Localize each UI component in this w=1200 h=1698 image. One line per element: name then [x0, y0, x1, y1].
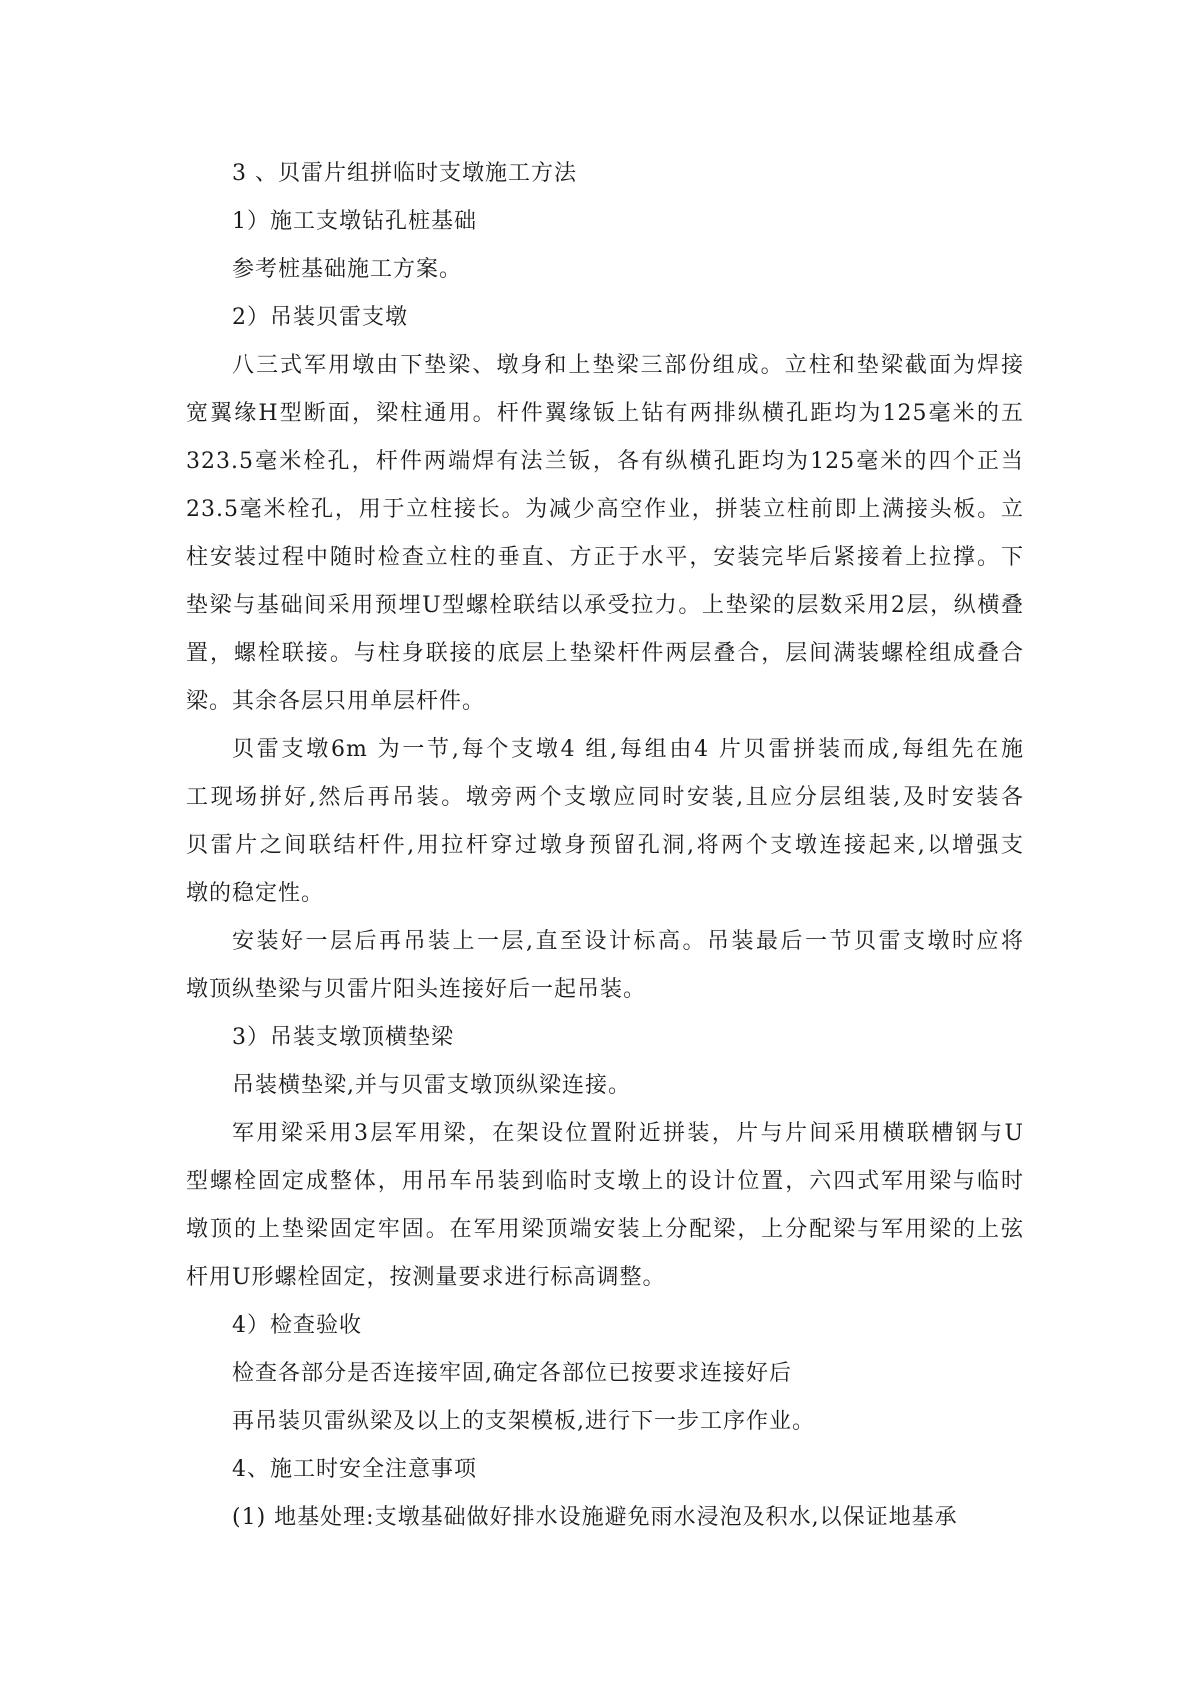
- text-line: 宽翼缘H型断面，梁柱通用。杆件翼缘钣上钻有两排纵横孔距均为125毫米的五: [186, 401, 1024, 426]
- text-line: 参考桩基础施工方案。: [232, 257, 463, 282]
- text-line: 4）检查验收: [232, 1313, 362, 1338]
- text-line: 型螺栓固定成整体，用吊车吊装到临时支墩上的设计位置，六四式军用梁与临时: [186, 1169, 1024, 1194]
- text-line: 梁。其余各层只用单层杆件。: [186, 689, 486, 714]
- text-line: 柱安装过程中随时检查立柱的垂直、方正于水平，安装完毕后紧接着上拉撑。下: [186, 545, 1024, 570]
- text-line: 贝雷片之间联结杆件,用拉杆穿过墩身预留孔洞,将两个支墩连接起来,以增强支: [186, 833, 1024, 858]
- text-line: 安装好一层后再吊装上一层,直至设计标高。吊装最后一节贝雷支墩时应将: [232, 929, 1024, 954]
- text-line: 杆用U形螺栓固定，按测量要求进行标高调整。: [186, 1265, 666, 1290]
- text-line: 检查各部分是否连接牢固,确定各部位已按要求连接好后: [232, 1361, 792, 1386]
- text-line: 垫梁与基础间采用预埋U型螺栓联结以承受拉力。上垫梁的层数采用2层，纵横叠: [186, 593, 1024, 618]
- text-line: 贝雷支墩6m 为一节,每个支墩4 组,每组由4 片贝雷拼装而成,每组先在施: [232, 737, 1024, 762]
- text-line: 4、施工时安全注意事项: [232, 1457, 477, 1482]
- text-line: 3 、贝雷片组拼临时支墩施工方法: [232, 161, 577, 186]
- text-line: 3）吊装支墩顶横垫梁: [232, 1025, 454, 1050]
- text-line: 323.5毫米栓孔，杆件两端焊有法兰钣，各有纵横孔距均为125毫米的四个正当: [186, 449, 1024, 474]
- text-line: 墩的稳定性。: [186, 881, 325, 906]
- text-line: 2）吊装贝雷支墩: [232, 305, 408, 330]
- text-line: 吊装横垫梁,并与贝雷支墩顶纵梁连接。: [232, 1073, 631, 1098]
- text-line: 再吊装贝雷纵梁及以上的支架模板,进行下一步工序作业。: [232, 1409, 815, 1434]
- text-line: 23.5毫米栓孔，用于立柱接长。为减少高空作业，拼装立柱前即上满接头板。立: [186, 497, 1024, 522]
- text-line: 置，螺栓联接。与柱身联接的底层上垫梁杆件两层叠合，层间满装螺栓组成叠合: [186, 641, 1024, 666]
- text-line: 工现场拼好,然后再吊装。墩旁两个支墩应同时安装,且应分层组装,及时安装各: [186, 785, 1024, 810]
- text-line: 军用梁采用3层军用梁，在架设位置附近拼装，片与片间采用横联槽钢与U: [232, 1121, 1024, 1146]
- text-line: 墩顶纵垫梁与贝雷片阳头连接好后一起吊装。: [186, 977, 647, 1002]
- document-body: [186, 150, 1024, 1542]
- text-line: 墩顶的上垫梁固定牢固。在军用梁顶端安装上分配梁，上分配梁与军用梁的上弦: [186, 1217, 1024, 1242]
- text-line: (1) 地基处理:支墩基础做好排水设施避免雨水浸泡及积水,以保证地基承: [232, 1505, 958, 1530]
- text-line: 八三式军用墩由下垫梁、墩身和上垫梁三部份组成。立柱和垫梁截面为焊接: [232, 353, 1024, 378]
- text-line: 1）施工支墩钻孔桩基础: [232, 209, 477, 234]
